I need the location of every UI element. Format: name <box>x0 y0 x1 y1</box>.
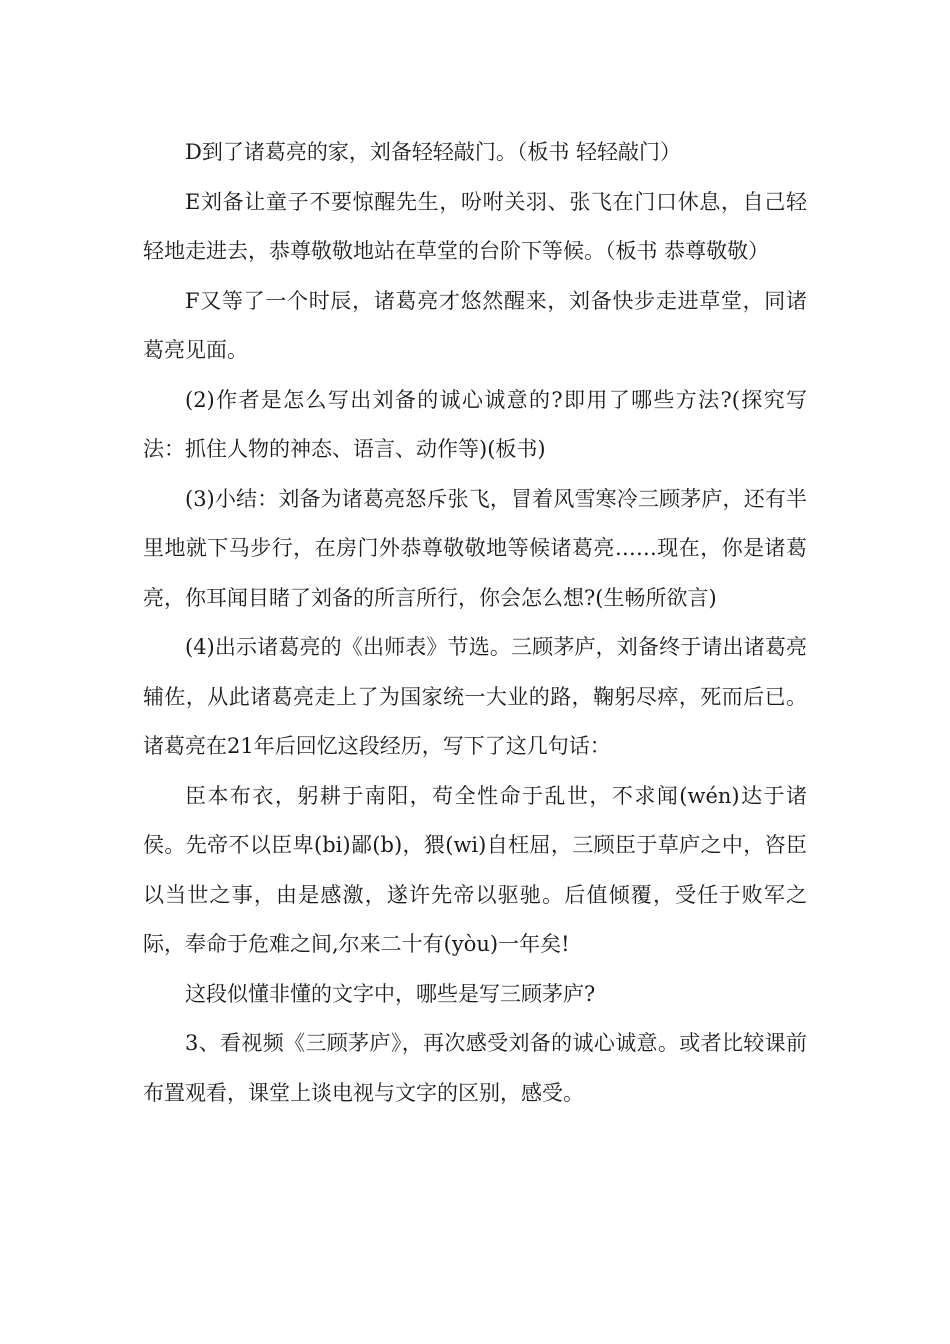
paragraph-quote: 臣本布衣，躬耕于南阳，苟全性命于乱世，不求闻(wén)达于诸侯。先帝不以臣卑(bi)鄙(b)，猥(wi)自枉屈，三顾臣于草庐之中，咨臣以当世之事，由是感激，遂许先帝以驱驰。后值倾覆，受任于败军之际，奉命于危难之间,尔来二十有(yòu)一年矣! <box>143 783 807 956</box>
paragraph-question-quote: 这段似懂非懂的文字中，哪些是写三顾茅庐? <box>185 981 596 1006</box>
document-body <box>143 128 807 1118</box>
paragraph-video-3: 3、看视频《三顾茅庐》，再次感受刘备的诚心诚意。或者比较课前布置观看，课堂上谈电视与文字的区别，感受。 <box>143 1031 807 1105</box>
paragraph-d-knock-door: D到了诸葛亮的家，刘备轻轻敲门。（板书 轻轻敲门） <box>185 140 682 164</box>
paragraph-f-meet-zhuge: F又等了一个时辰，诸葛亮才悠然醒来，刘备快步走进草堂，同诸葛亮见面。 <box>143 288 807 362</box>
paragraph-e-wait-respectfully: E刘备让童子不要惊醒先生，吩咐关羽、张飞在门口休息，自己轻轻地走进去，恭尊敬敬地站在草堂的台阶下等候。（板书 恭尊敬敬） <box>143 189 807 263</box>
paragraph-question-2: (2)作者是怎么写出刘备的诚心诚意的?即用了哪些方法?(探究写法：抓住人物的神态、语言、动作等)(板书) <box>143 387 807 461</box>
paragraph-summary-3: (3)小结：刘备为诸葛亮怒斥张飞，冒着风雪寒冷三顾茅庐，还有半里地就下马步行，在房门外恭尊敬敬地等候诸葛亮……现在，你是诸葛亮，你耳闻目睹了刘备的所言所行，你会怎么想?(生畅所欲言) <box>143 486 807 610</box>
paragraph-chushibiao-4: (4)出示诸葛亮的《出师表》节选。三顾茅庐，刘备终于请出诸葛亮辅佐，从此诸葛亮走上了为国家统一大业的路，鞠躬尽瘁，死而后已。诸葛亮在21年后回忆这段经历，写下了这几句话： <box>143 635 807 758</box>
